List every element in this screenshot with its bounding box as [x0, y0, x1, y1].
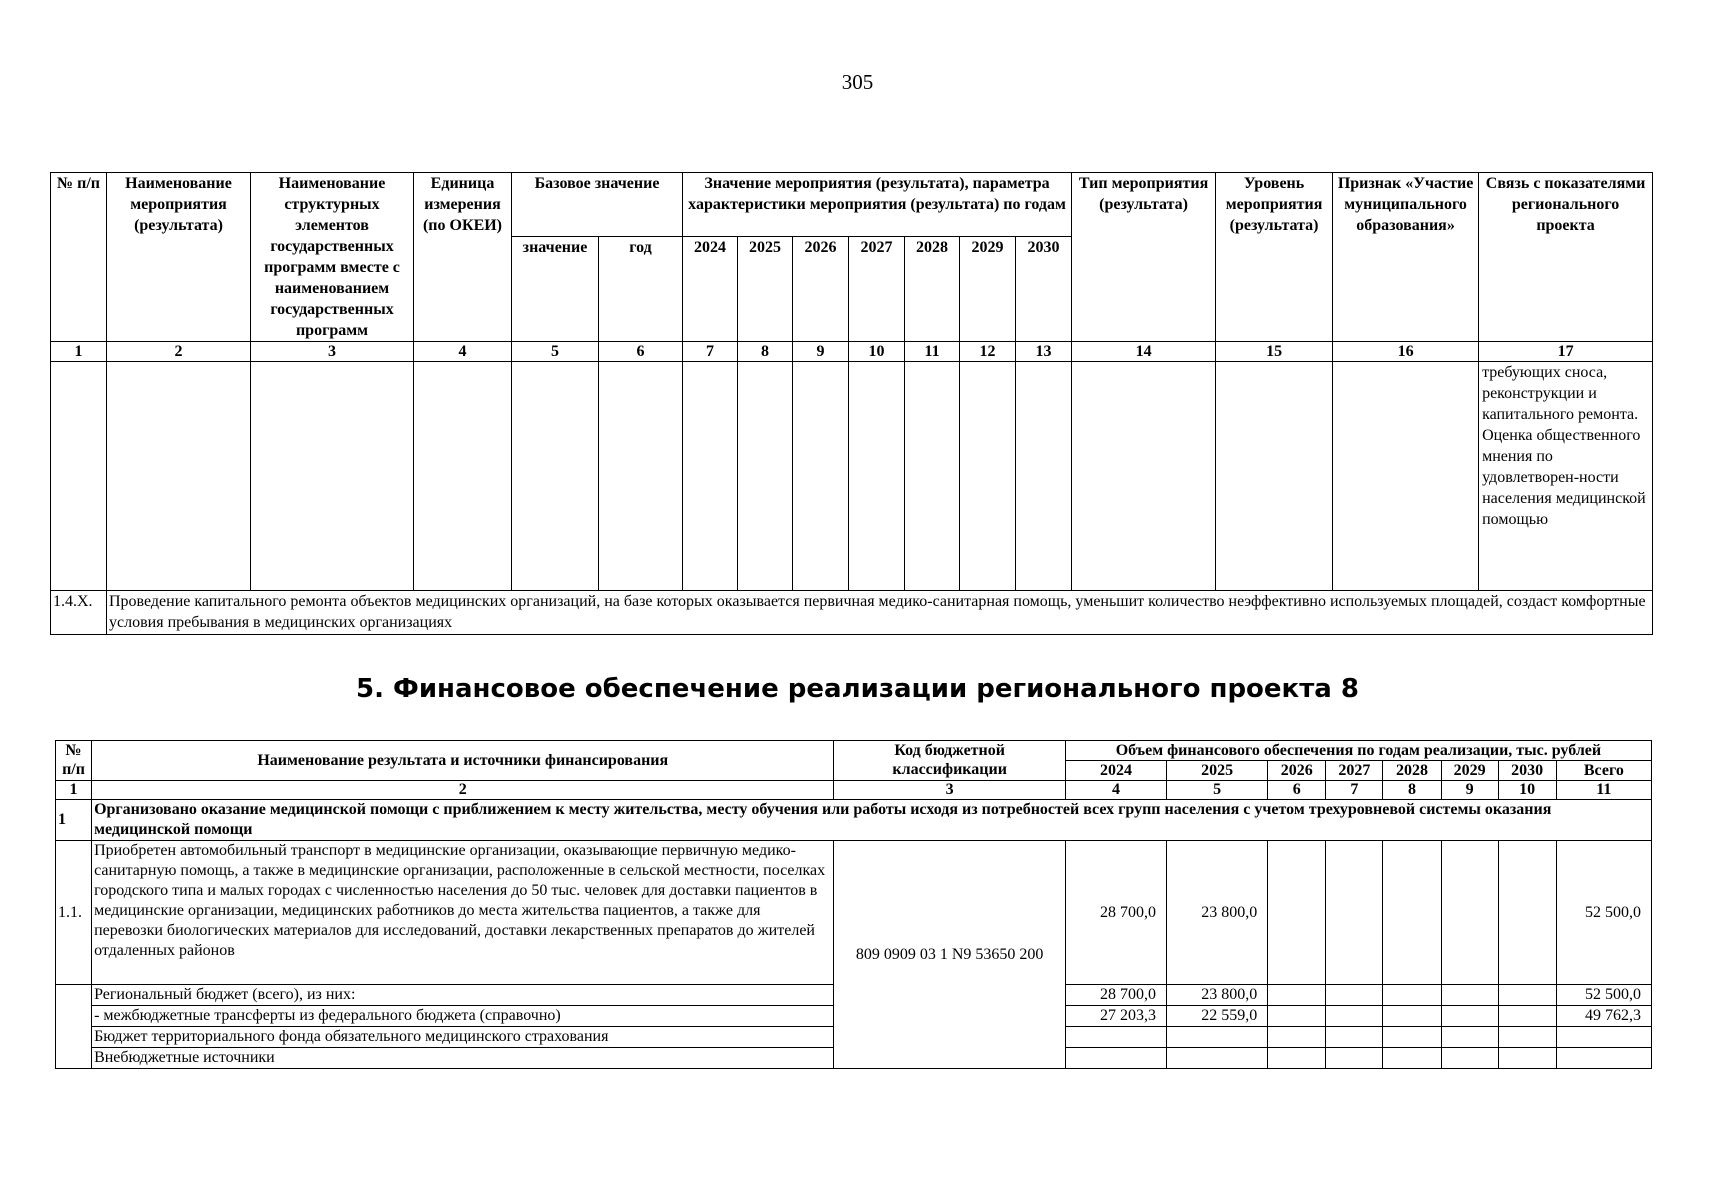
- col-number: 2: [107, 342, 251, 362]
- t2-head-budget-code: Код бюджетной классификации: [834, 741, 1065, 781]
- table1-column-numbers: [51, 342, 1653, 362]
- t1-head-year: 2029: [960, 237, 1016, 342]
- t2-head-year: 2025: [1167, 761, 1268, 781]
- t1-head-year: 2027: [849, 237, 905, 342]
- t1-head-unit: Единица измерения (по ОКЕИ): [414, 173, 512, 342]
- col-number: 7: [1326, 781, 1383, 800]
- t2-head-year: 2028: [1383, 761, 1441, 781]
- table2-column-numbers: [56, 781, 1652, 800]
- t1-head-base-value-value: значение: [512, 237, 599, 342]
- col-number: 3: [251, 342, 414, 362]
- col-number: 11: [905, 342, 960, 362]
- col-number: 11: [1556, 781, 1651, 800]
- t2-head-year: 2030: [1498, 761, 1556, 781]
- t2-head-result-name: Наименование результата и источники финансирования: [92, 741, 834, 781]
- t2-head-year: 2024: [1065, 761, 1166, 781]
- t2-head-financing-volume: Объем финансового обеспечения по годам реализации, тыс. рублей: [1065, 741, 1651, 761]
- t1-head-no: № п/п: [51, 173, 107, 342]
- group-text: Организовано оказание медицинской помощи с приближением к месту жительства, месту обучения или работы исходя из потребностей всех групп населения с учетом трехуровневой системы оказания медицинской помощи: [92, 800, 1652, 841]
- col-number: 13: [1016, 342, 1072, 362]
- value-total: [1556, 1048, 1651, 1069]
- value-2025: 23 800,0: [1167, 841, 1268, 985]
- t2-head-year: 2026: [1268, 761, 1326, 781]
- col-number: 6: [599, 342, 683, 362]
- value-2024: 28 700,0: [1065, 841, 1166, 985]
- result-text: Приобретен автомобильный транспорт в медицинские организации, оказывающие первичную медико-санитарную помощь, а также в медицинские организации, расположенные в сельской местности, поселках городского типа и малых городах с численностью населения до 50 тыс. человек для доставки пациентов в медицинские организации, медицинских работников до места жительства пациентов, а также для перевозки биологических материалов для исследований, доставки лекарственных препаратов до жителей отдаленных районов: [92, 841, 834, 985]
- t1-head-type: Тип мероприятия (результата): [1072, 173, 1216, 342]
- note-id: 1.4.Х.: [51, 591, 107, 635]
- col-number: 3: [834, 781, 1065, 800]
- col-number: 10: [1498, 781, 1556, 800]
- source-label: Внебюджетные источники: [92, 1048, 834, 1069]
- note-text: Проведение капитального ремонта объектов медицинских организаций, на базе которых оказывается первичная медико-санитарная помощь, уменьшит количество неэффективно используемых площадей, создаст комфортные условия пребывания в медицинских организациях: [107, 591, 1653, 635]
- t1-head-year: 2024: [683, 237, 738, 342]
- col-number: 9: [793, 342, 849, 362]
- value-2024: [1065, 1048, 1166, 1069]
- col-number: 16: [1333, 342, 1479, 362]
- value-2025: 22 559,0: [1167, 1006, 1268, 1027]
- table2-group-row: [56, 800, 1652, 841]
- col-number: 8: [1383, 781, 1441, 800]
- link-indicators-text: требующих сноса, реконструкции и капитального ремонта. Оценка общественного мнения по удовлетворен-ности населения медицинской помощью: [1479, 362, 1653, 591]
- value-total: 52 500,0: [1556, 985, 1651, 1006]
- t1-head-year: 2026: [793, 237, 849, 342]
- table1-note-row: [51, 591, 1653, 635]
- col-number: 1: [56, 781, 92, 800]
- value-total: [1556, 1027, 1651, 1048]
- section-title: 5. Финансовое обеспечение реализации регионального проекта 8: [356, 674, 1359, 704]
- t2-head-total: Всего: [1556, 761, 1651, 781]
- budget-code: 809 0909 03 1 N9 53650 200: [834, 841, 1065, 1069]
- t2-head-year: 2027: [1326, 761, 1383, 781]
- table1-header-row-1: [51, 173, 1653, 237]
- col-number: 9: [1441, 781, 1498, 800]
- t1-head-level: Уровень мероприятия (результата): [1216, 173, 1333, 342]
- col-number: 1: [51, 342, 107, 362]
- page-number: 305: [841, 70, 874, 94]
- col-number: 12: [960, 342, 1016, 362]
- source-label: - межбюджетные трансферты из федерального бюджета (справочно): [92, 1006, 834, 1027]
- t1-head-year: 2028: [905, 237, 960, 342]
- value-total: 49 762,3: [1556, 1006, 1651, 1027]
- value-2025: [1167, 1048, 1268, 1069]
- col-number: 7: [683, 342, 738, 362]
- table1-continuation-row: [51, 362, 1653, 591]
- col-number: 10: [849, 342, 905, 362]
- col-number: 15: [1216, 342, 1333, 362]
- value-total: 52 500,0: [1556, 841, 1651, 985]
- result-id: 1.1.: [56, 841, 92, 985]
- activities-table: [50, 172, 1653, 635]
- col-number: 17: [1479, 342, 1653, 362]
- financing-table: [55, 740, 1652, 1069]
- value-2025: 23 800,0: [1167, 985, 1268, 1006]
- col-number: 2: [92, 781, 834, 800]
- col-number: 4: [414, 342, 512, 362]
- col-number: 14: [1072, 342, 1216, 362]
- value-2024: 28 700,0: [1065, 985, 1166, 1006]
- t1-head-year: 2030: [1016, 237, 1072, 342]
- col-number: 8: [738, 342, 793, 362]
- value-2025: [1167, 1027, 1268, 1048]
- t1-head-base-value: Базовое значение: [512, 173, 683, 237]
- t1-head-municipal-participation: Признак «Участие муниципального образования»: [1333, 173, 1479, 342]
- t1-head-link-indicators: Связь с показателями регионального проекта: [1479, 173, 1653, 342]
- table2-result-row: [56, 841, 1652, 985]
- t1-head-values-by-year: Значение мероприятия (результата), параметра характеристики мероприятия (результата) по годам: [683, 173, 1072, 237]
- source-label: Региональный бюджет (всего), из них:: [92, 985, 834, 1006]
- value-2024: [1065, 1027, 1166, 1048]
- table2-header-row-1: [56, 741, 1652, 761]
- value-2024: 27 203,3: [1065, 1006, 1166, 1027]
- group-id: 1: [56, 800, 92, 841]
- col-number: 5: [512, 342, 599, 362]
- t1-head-activity-name: Наименование мероприятия (результата): [107, 173, 251, 342]
- t2-head-no: № п/п: [56, 741, 92, 781]
- col-number: 4: [1065, 781, 1166, 800]
- t2-head-year: 2029: [1441, 761, 1498, 781]
- col-number: 5: [1167, 781, 1268, 800]
- t1-head-structural-elements: Наименование структурных элементов государственных программ вместе с наименованием государственных программ: [251, 173, 414, 342]
- source-label: Бюджет территориального фонда обязательного медицинского страхования: [92, 1027, 834, 1048]
- t1-head-base-value-year: год: [599, 237, 683, 342]
- col-number: 6: [1268, 781, 1326, 800]
- t1-head-year: 2025: [738, 237, 793, 342]
